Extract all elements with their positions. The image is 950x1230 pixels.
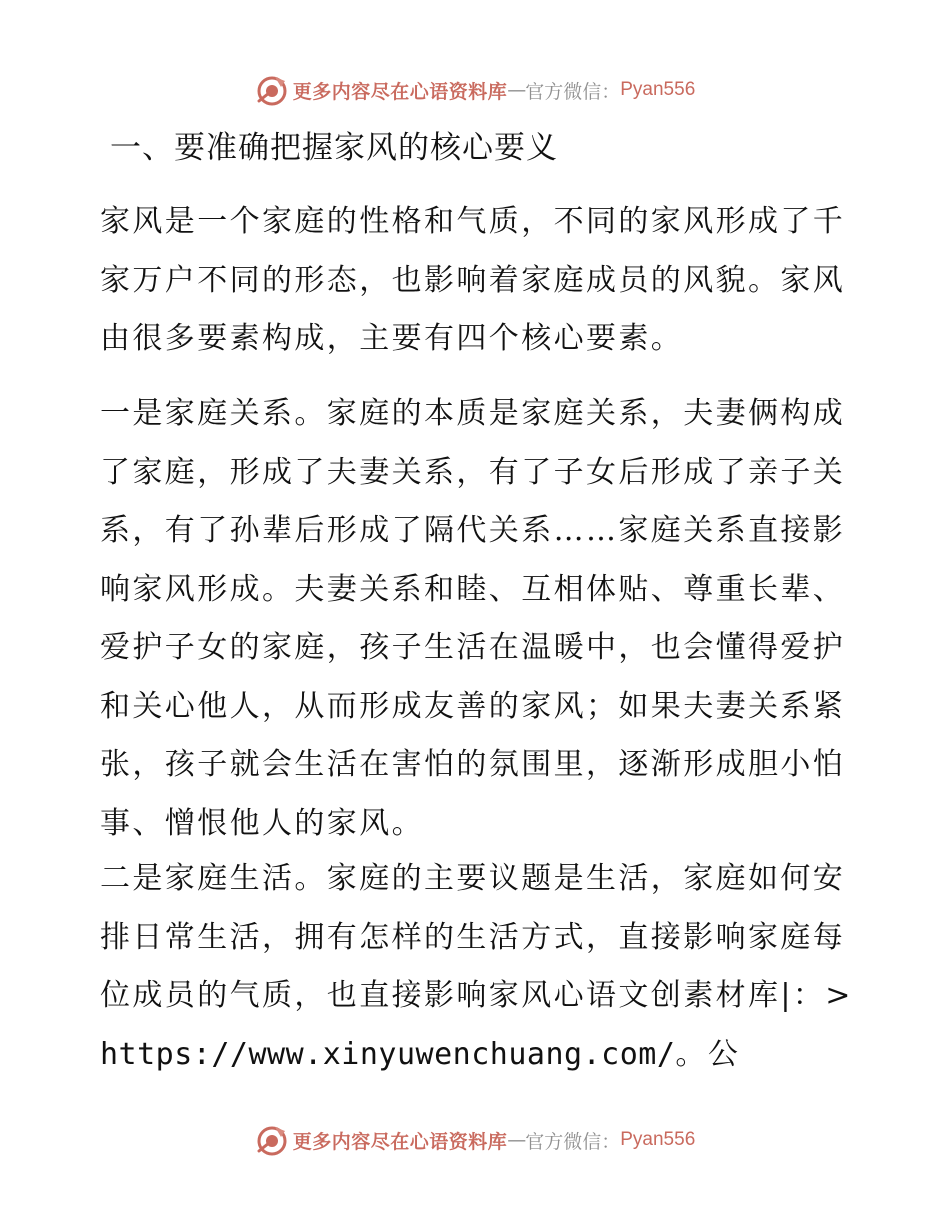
paragraph-family-life-text: 二是家庭生活。家庭的主要议题是生活，家庭如何安排日常生活，拥有怎样的生活方式，直接影响家庭每位成员的气质，也直接影响家风心语文创素材库|：> — [100, 861, 853, 1013]
paragraph-family-life — [100, 850, 860, 1084]
paragraph-trailing-text: 。公 — [675, 1036, 741, 1072]
brand-logo-icon — [255, 1123, 289, 1157]
section-title: 一、要准确把握家风的核心要义 — [110, 130, 558, 166]
header-wechat-id: Pyan556 — [620, 79, 696, 100]
footer-separator: — — [507, 1129, 526, 1151]
header-separator: — — [507, 79, 526, 101]
footer-promo-text: 更多内容尽在心语资料库 — [292, 1130, 508, 1153]
paragraph-family-style: 家风是一个家庭的性格和气质，不同的家风形成了千家万户不同的形态，也影响着家庭成员的风貌。家风由很多要素构成，主要有四个核心要素。 — [100, 204, 846, 356]
brand-logo-icon — [255, 73, 289, 107]
header-wechat-label: 官方微信： — [525, 80, 621, 103]
header-promo-text: 更多内容尽在心语资料库 — [292, 80, 508, 103]
paragraph-family-relations: 一是家庭关系。家庭的本质是家庭关系，夫妻俩构成了家庭，形成了夫妻关系，有了子女后形成了亲子关系，有了孙辈后形成了隔代关系……家庭关系直接影响家风形成。夫妻关系和睦、互相体贴、尊重长辈、爱护子女的家庭，孩子生活在温暖中，也会懂得爱护和关心他人，从而形成友善的家风；如果夫妻关系紧张，孩子就会生活在害怕的氛围里，逐渐形成胆小怕事、憎恨他人的家风。 — [100, 396, 846, 841]
header-banner — [0, 70, 950, 110]
website-link[interactable]: https://www.xinyuwenchuang.com/ — [100, 1036, 676, 1072]
footer-wechat-label: 官方微信： — [525, 1130, 621, 1153]
footer-wechat-id: Pyan556 — [620, 1129, 696, 1150]
footer-banner — [0, 1120, 950, 1160]
